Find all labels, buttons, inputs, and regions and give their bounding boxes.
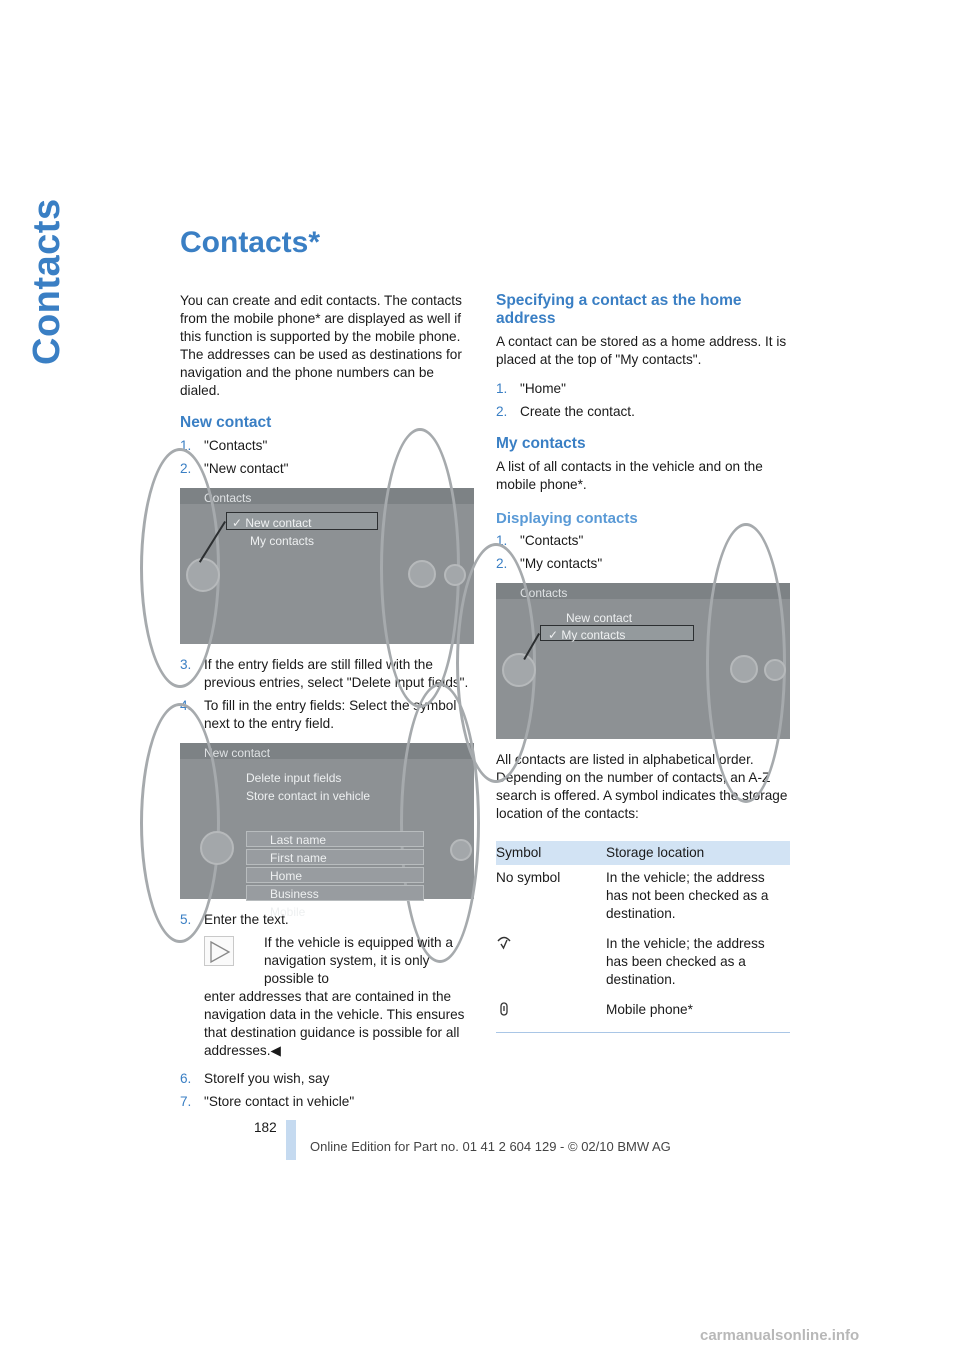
intro-paragraph: You can create and edit contacts. The contacts from the mobile phone* are displayed as well if this function is supported by the mobile phone. The addresses can be used as destinations for navigation and the phone numbers can be dialed. xyxy=(180,293,462,398)
screen-item: Last name xyxy=(270,833,327,847)
heading-my-contacts: My contacts xyxy=(496,435,586,452)
page-title xyxy=(180,225,320,261)
heading-home-address: Specifying a contact as the home address xyxy=(496,292,742,327)
table-row xyxy=(496,865,790,931)
location-cell: Mobile phone* xyxy=(606,997,790,1033)
screen-header: New contact xyxy=(204,746,271,760)
step: 1. "Home" xyxy=(496,381,566,396)
chapter-tab-label: Contacts xyxy=(26,198,68,365)
note-triangle-icon xyxy=(204,936,234,966)
displaying-paragraph: All contacts are listed in alphabetical order. Depending on the number of contacts, an A-Z search is offered. A symbol indicates the storage location of the contacts: xyxy=(496,752,788,821)
mobile-phone-icon xyxy=(496,1001,512,1017)
step: 6. StoreIf you wish, say xyxy=(180,1071,330,1086)
step: 4. To fill in the entry fields: Select the symbol next to the entry field. xyxy=(180,698,457,731)
screen-item: Delete input fields xyxy=(246,771,342,785)
screen-item: My contacts xyxy=(250,534,315,548)
screen-item: Business xyxy=(270,887,319,901)
screen-item: Mobile xyxy=(270,905,306,919)
screen-header: Contacts xyxy=(204,491,252,505)
symbol-cell xyxy=(496,931,606,997)
screen-item: ✓ My contacts xyxy=(548,628,626,642)
storage-table xyxy=(496,841,790,1033)
screenshot-new-contact-fields xyxy=(180,743,474,919)
symbol-cell: No symbol xyxy=(496,870,561,885)
table-header-cell: Symbol xyxy=(496,841,606,865)
page-title-text: Contacts xyxy=(180,226,309,259)
chapter-tab xyxy=(22,200,72,400)
screen-item: First name xyxy=(270,851,327,865)
screen-header: Contacts xyxy=(520,586,568,600)
right-column xyxy=(496,292,790,1033)
screen-item: Store contact in vehicle xyxy=(246,789,371,803)
controller-knob-icon xyxy=(444,564,466,586)
step: 3. If the entry fields are still filled with the previous entries, select "Delete input fields". xyxy=(180,657,469,690)
heading-new-contact: New contact xyxy=(180,414,272,431)
step: 2. Create the contact. xyxy=(496,404,635,419)
step: 7. "Store contact in vehicle" xyxy=(180,1094,355,1109)
home-paragraph: A contact can be stored as a home address. It is placed at the top of "My contacts". xyxy=(496,334,787,367)
controller-knob-icon xyxy=(186,558,220,592)
step: 1. "Contacts" xyxy=(496,533,584,548)
table-header-row xyxy=(496,841,790,865)
step: 5. Enter the text. xyxy=(180,912,289,927)
note-box xyxy=(204,934,474,1060)
navigation-check-icon xyxy=(496,935,512,951)
symbol-cell xyxy=(496,997,606,1033)
table-row xyxy=(496,931,790,997)
table-row xyxy=(496,997,790,1033)
controller-knob-icon xyxy=(730,655,758,683)
my-contacts-paragraph: A list of all contacts in the vehicle and on the mobile phone*. xyxy=(496,459,763,492)
page-title-star: * xyxy=(308,226,321,259)
screen-item: Home xyxy=(270,869,303,883)
controller-knob-icon xyxy=(502,653,536,687)
controller-knob-icon xyxy=(408,560,436,588)
step: 1. "Contacts" xyxy=(180,438,268,453)
heading-displaying-contacts: Displaying contacts xyxy=(496,510,638,527)
screen-item: New contact xyxy=(566,611,633,625)
screenshot-contacts-my xyxy=(496,583,790,739)
step: 2. "My contacts" xyxy=(496,556,603,571)
table-header-cell: Storage location xyxy=(606,841,790,865)
watermark: carmanualsonline.info xyxy=(700,1327,860,1344)
controller-knob-icon xyxy=(200,831,234,865)
note-text-first: If the vehicle is equipped with a navigation system, it is only possible to xyxy=(264,935,453,986)
footer-text: Online Edition for Part no. 01 41 2 604 129 - © 02/10 BMW AG xyxy=(310,1139,671,1154)
controller-knob-icon xyxy=(764,659,786,681)
page-number: 182 xyxy=(254,1120,277,1135)
location-cell: In the vehicle; the address has not been checked as a destination. xyxy=(606,870,769,921)
left-column xyxy=(180,292,474,1116)
controller-knob-icon xyxy=(450,839,472,861)
footer-bar xyxy=(286,1120,296,1160)
location-cell: In the vehicle; the address has been checked as a destination. xyxy=(606,936,765,987)
note-text-rest: enter addresses that are contained in the navigation data in the vehicle. This ensures that destination guidance is possible for all addresses.◀ xyxy=(204,989,465,1058)
step: 2. "New contact" xyxy=(180,461,289,476)
screenshot-contacts-new xyxy=(180,488,474,644)
screen-item: ✓ New contact xyxy=(232,516,312,530)
